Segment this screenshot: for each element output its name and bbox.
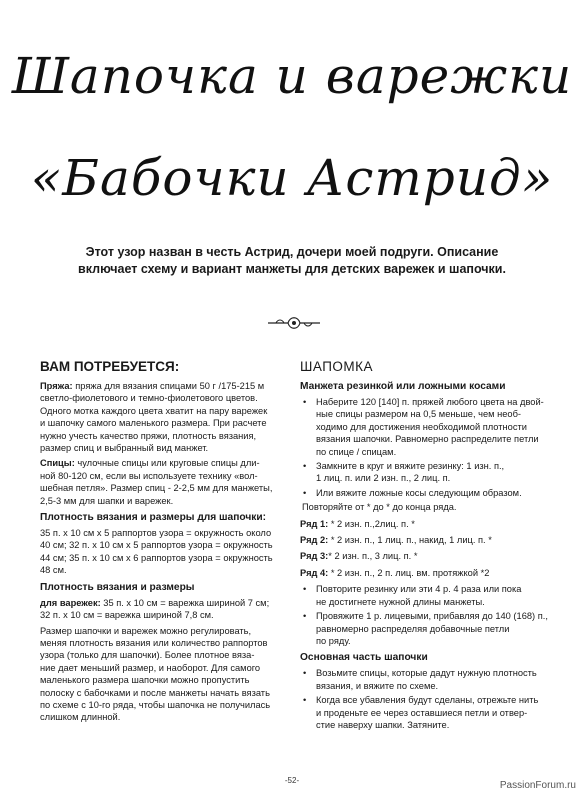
left-column [40,358,282,727]
list-item [300,610,548,647]
mitt-gauge-paragraph [40,597,282,622]
list-item [300,667,548,692]
text-line: Замкните в круг и вяжите резинку: 1 изн. п., [316,461,505,472]
text-line: маленького размера шапочки можно пропустить [40,675,250,686]
bullet-icon: • [303,584,307,595]
list-item [300,396,548,458]
text-line: 2,5-3 мм для шапки и варежек. [40,495,174,506]
row-label: Ряд 4: [300,567,329,578]
text-line: и проденьте ее через оставшиеся петли и отвер- [316,707,528,718]
cuff-list [300,396,548,499]
list-item [300,460,548,485]
yarn-paragraph [40,380,282,454]
text-line: вязания шапочки. Равномерно распределите петли [316,434,539,445]
heading-materials: ВАМ ПОТРЕБУЕТСЯ: [40,359,180,374]
text-line: ной 80-120 см, если вы используете технику «вол- [40,470,258,481]
needles-paragraph [40,457,282,507]
bullet-icon: • [303,668,307,679]
text-line: не достигнете нужной длины манжеты. [316,596,485,607]
list-item [300,694,548,731]
watermark: PassionForum.ru [499,780,576,791]
row-text: * 2 изн. п., 3 лиц. п. * [328,551,418,562]
text-line: слишком длинной. [40,712,121,723]
right-column [300,358,548,733]
text-line: 35 п. х 10 см х 5 раппортов узора = окружность около [40,528,272,539]
text-line: стие наверху шапки. Затяните. [316,719,450,730]
text-line: равномерно распределяя добавочные петли [316,623,510,634]
list-item [300,487,548,499]
text-line: 32 п. х 10 см = варежка шириной 7,8 см. [40,610,214,621]
text-line: меняя плотность вязания или количество раппортов [40,637,268,648]
bullet-icon: • [303,611,307,622]
text-line: светло-фиолетового и темно-фиолетового цветов. [40,393,258,404]
text-line: Одного мотка каждого цвета хватит на пару варежек [40,405,268,416]
text-line: 40 см; 32 п. х 10 см х 5 раппортов узора = окружность [40,540,273,551]
mitt-label: для варежек: [40,597,101,608]
text-line: Размер шапочки и варежек можно регулировать, [40,625,252,636]
text-line: ные спицы размером на 0,5 меньше, чем необ- [316,409,522,420]
text-line: пряжа для вязания спицами 50 г /175-215 м [72,381,265,391]
text-line: по ряду. [316,635,351,646]
list-item [300,583,548,608]
row-label: Ряд 3: [300,551,329,562]
title-line-1: Шапочка и варежки [11,47,573,105]
row-2 [300,534,548,546]
text-line: Наберите 120 [140] п. пряжей любого цвета на двой- [316,397,544,407]
text-line: ние дает меньший размер, и наоборот. Для самого [40,662,261,673]
text-line: Или вяжите ложные косы следующим образом. [316,487,522,498]
hat-gauge-paragraph [40,527,282,577]
main-part-heading: Основная часть шапочки [300,652,428,664]
text-line: нужно учесть качество пряжи, плотность вязания, [40,430,257,441]
title-line-2: «Бабочки Астрид» [30,149,554,207]
text-line: Провяжите 1 р. лицевыми, прибавляя до 140 (168) п., [316,611,548,622]
needles-label: Спицы: [40,458,75,469]
row-4 [300,567,548,579]
bullet-icon: • [303,461,307,472]
text-line: и шапочку самого маленького размера. При расчете [40,418,267,429]
row-3 [300,550,548,562]
text-line: чулочные спицы или круговые спицы дли- [74,458,260,469]
text-line: ходимо для достижения необходимой плотности [316,421,527,432]
text-line: полоску с бабочками и после манжеты начать вязать [40,687,270,698]
bullet-icon: • [303,487,307,498]
cuff-list-2 [300,583,548,647]
row-label: Ряд 2: [300,535,329,546]
hat-gauge-heading: Плотность вязания и размеры для шапочки: [40,512,266,524]
row-label: Ряд 1: [300,518,329,529]
bullet-icon: • [303,695,307,706]
text-line: Повторите резинку или эти 4 р. 4 раза или пока [316,584,522,595]
intro-line: Этот узор назван в честь Астрид, дочери моей подруги. Описание [85,245,499,259]
text-line: 44 см; 35 п. х 10 см х 6 раппортов узора = окружность [40,552,273,563]
text-line: Возьмите спицы, которые дадут нужную плотность [316,668,537,679]
cuff-heading: Манжета резинкой или ложными косами [300,381,506,392]
main-list [300,667,548,731]
heading-hat: ШАПОМКА [300,359,374,374]
text-line: по спице / спицам. [316,446,397,457]
intro-line: включает схему и вариант манжеты для детских варежек и шапочки. [78,262,506,276]
intro-paragraph [70,244,514,278]
row-1 [300,518,548,530]
yarn-label: Пряжа: [40,381,73,391]
text-line: 35 п. х 10 см = варежка шириной 7 см; [100,597,270,608]
text-line: шебная петля». Размер спиц - 2-2,5 мм для манжеты, [40,483,273,494]
size-paragraph [40,625,282,724]
text-line: 48 см. [40,565,67,576]
row-text: * 2 изн. п., 2 п. лиц. вм. протяжкой *2 [328,567,490,578]
repeat-instruction: Повторяйте от * до * до конца ряда. [302,502,457,513]
row-text: * 2 изн. п.,2лиц. п. * [328,518,415,529]
text-line: 1 лиц. п. или 2 изн. п., 2 лиц. п. [316,473,451,484]
page-number: -52- [284,776,300,785]
text-line: размер спиц и выбранный вид манжет. [40,443,209,454]
text-line: узора (только для шапочки). Более плотное вяза- [40,650,255,661]
text-line: вязания, и вяжите по схеме. [316,680,439,691]
bullet-icon: • [303,397,307,407]
text-line: по схеме с 10-го ряда, чтобы шапочка не получилась [40,699,271,710]
ornament-divider-icon [266,314,322,332]
row-text: * 2 изн. п., 1 лиц. п., накид, 1 лиц. п. * [328,535,492,546]
text-line: Когда все убавления будут сделаны, отрежьте нить [316,695,539,706]
mitt-gauge-heading: Плотность вязания и размеры [40,581,195,593]
